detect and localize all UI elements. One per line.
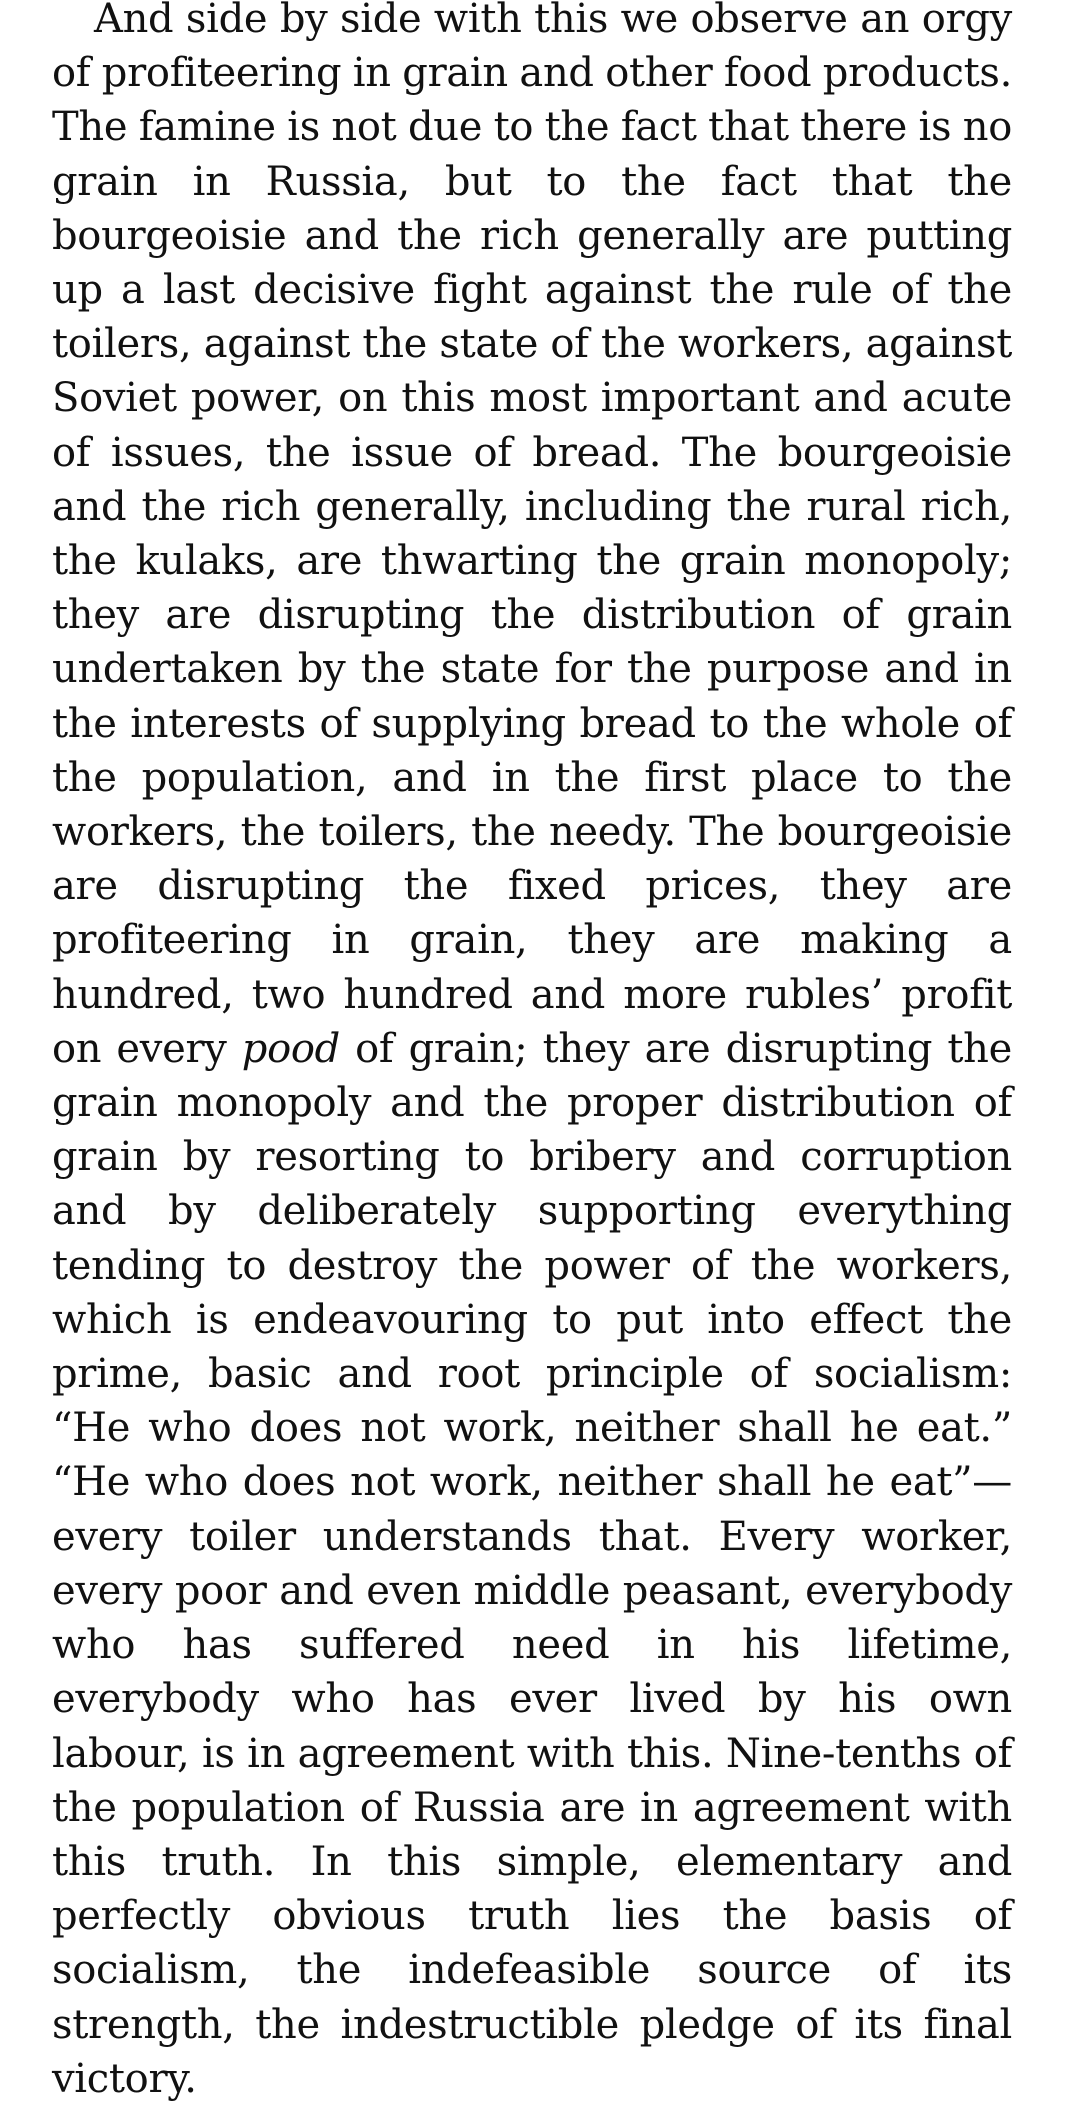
paragraph-text-before-italic: And side by side with this we observe an orgy of profiteering in grain and other food products. The famine is not due to the fact that there is no grain in Russia, but to the fact that the bourgeoisie and the rich generally are putting up a last decisive fight against the rule of the toilers, against the state of the workers, against Soviet power, on this most important and acute of issues, the issue of bread. The bourgeoisie and the rich generally, including the rural rich, the kulaks, are thwarting the grain monopoly; they are disrupting the distribution of grain undertaken by the state for the purpose and in the interests of supplying bread to the whole of the population, and in the first place to the workers, the toilers, the needy. The bourgeoisie are disrupting the fixed prices, they are profiteering in grain, they are making a hundred, two hundred and more rubles’ profit on every [52,0,1012,1072]
document-page [52,0,1012,2106]
body-paragraph [52,0,1012,2106]
paragraph-text-after-italic: of grain; they are disrupting the grain monopoly and the proper distribution of grain by resorting to bribery and corruption and by deliberately supporting everything tending to destroy the power of the workers, which is endeavouring to put into effect the prime, basic and root principle of socialism: “He who does not work, neither shall he eat.” “He who does not work, neither shall he eat”—every toiler understands that. Every worker, every poor and even middle peasant, everybody who has suffered need in his lifetime, everybody who has ever lived by his own labour, is in agreement with this. Nine-tenths of the population of Russia are in agreement with this truth. In this simple, elementary and perfectly obvious truth lies the basis of socialism, the indefeasible source of its strength, the indestructible pledge of its final victory. [52,1025,1013,2102]
italic-word-pood: pood [241,1025,340,1072]
